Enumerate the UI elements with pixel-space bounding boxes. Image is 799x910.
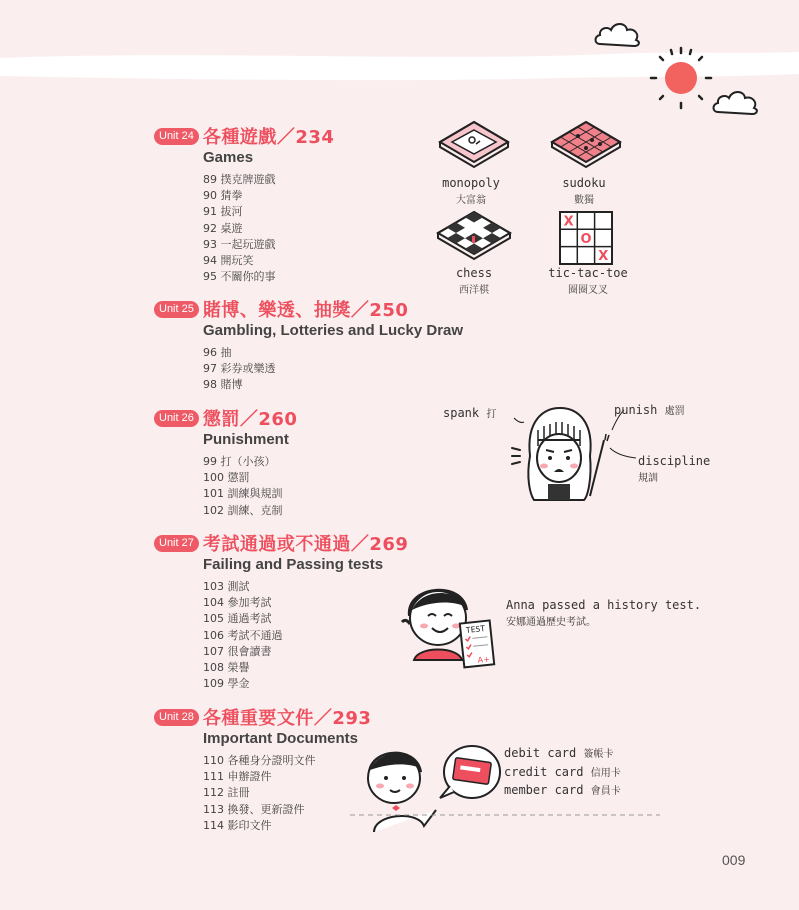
unit-item-list xyxy=(203,454,297,519)
unit-27 xyxy=(154,531,408,692)
chess-label: chess 西洋棋 xyxy=(455,266,493,296)
student-test-illustration xyxy=(398,574,500,674)
list-item: 92 桌遊 xyxy=(203,221,243,235)
list-item: 93 一起玩遊戲 xyxy=(203,237,276,251)
unit-title-zh: 懲罰／260 xyxy=(202,409,298,430)
test-paper-title: TEST xyxy=(465,623,486,635)
list-item: 96 抽 xyxy=(203,346,232,359)
list-item: 102 訓練、克制 xyxy=(203,503,283,517)
tic-tac-toe-mark: X xyxy=(598,249,609,265)
unit-badge: Unit 27 xyxy=(154,535,199,552)
tic-tac-toe-label: tic-tac-toe 圈圈叉叉 xyxy=(548,266,628,296)
list-item: 109 學金 xyxy=(203,677,250,691)
list-item: 89 撲克牌遊戲 xyxy=(203,173,276,186)
unit-title-en: Important Documents xyxy=(203,730,359,747)
list-item: 101 訓練與規訓 xyxy=(203,487,283,501)
list-item: 112 註冊 xyxy=(203,786,250,800)
unit-title-zh: 考試通過或不通過／269 xyxy=(202,534,409,555)
unit-badge: Unit 25 xyxy=(154,301,199,318)
cloud-icon xyxy=(710,86,762,118)
tic-tac-toe-mark: X xyxy=(563,214,574,230)
unit-26 xyxy=(154,406,297,519)
list-item: 94 開玩笑 xyxy=(203,254,254,268)
unit-badge: Unit 26 xyxy=(154,410,199,427)
unit-24 xyxy=(154,124,334,285)
list-item: credit card 信用卡 xyxy=(504,764,621,779)
list-item: 90 猜拳 xyxy=(203,189,243,203)
tic-tac-toe-mark: O xyxy=(580,231,592,247)
chess-board-icon xyxy=(434,208,514,266)
sun-icon xyxy=(645,42,717,114)
list-item: 98 賭博 xyxy=(203,378,243,392)
list-item: 111 申辦證件 xyxy=(203,770,272,784)
unit-title-zh: 賭博、樂透、抽獎／250 xyxy=(202,300,409,321)
list-item: 104 參加考試 xyxy=(203,596,272,610)
monopoly-label: monopoly 大富翁 xyxy=(442,176,500,206)
list-item: 95 不關你的事 xyxy=(203,270,276,284)
tic-tac-toe-icon xyxy=(558,210,614,266)
unit-title-en: Gambling, Lotteries and Lucky Draw xyxy=(203,322,464,339)
unit-title-en: Failing and Passing tests xyxy=(203,556,384,573)
list-item: 100 懲罰 xyxy=(203,471,250,485)
unit-badge: Unit 28 xyxy=(154,709,199,726)
unit-title-zh: 各種遊戲／234 xyxy=(202,127,335,148)
unit-25 xyxy=(154,297,463,394)
list-item: 106 考試不通過 xyxy=(203,628,283,642)
dashed-divider xyxy=(350,812,660,818)
punish-label: punish 處罰 xyxy=(614,403,685,417)
unit-item-list xyxy=(203,753,371,834)
list-item: 105 通過考試 xyxy=(203,612,272,626)
list-item: 114 影印文件 xyxy=(203,818,272,832)
list-item: 99 打（小孩） xyxy=(203,455,276,468)
unit-item-list xyxy=(203,579,408,692)
girl-with-card-illustration xyxy=(360,738,502,834)
discipline-label: discipline 規訓 xyxy=(638,454,711,484)
list-item: debit card 簽帳卡 xyxy=(504,746,614,760)
list-item: 110 各種身分證明文件 xyxy=(203,754,316,767)
unit-title-en: Games xyxy=(203,149,254,166)
unit-item-list xyxy=(203,172,334,285)
unit-title-en: Punishment xyxy=(203,431,289,448)
list-item: 107 很會讀書 xyxy=(203,644,272,658)
test-sentence: Anna passed a history test. 安娜通過歷史考試。 xyxy=(506,598,702,628)
unit-title-zh: 各種重要文件／293 xyxy=(202,708,372,729)
sudoku-label: sudoku 數獨 xyxy=(562,176,606,206)
spank-label: spank 打 xyxy=(443,406,497,420)
monopoly-board-icon xyxy=(436,118,512,174)
test-grade: A+ xyxy=(477,654,491,665)
list-item: 113 換發、更新證件 xyxy=(203,802,305,816)
unit-28 xyxy=(154,705,371,834)
list-item: 97 彩券或樂透 xyxy=(203,362,276,376)
list-item: 91 拔河 xyxy=(203,205,243,219)
cloud-icon xyxy=(592,18,644,50)
unit-item-list xyxy=(203,345,463,394)
list-item: member card 會員卡 xyxy=(504,783,621,797)
unit-badge: Unit 24 xyxy=(154,128,199,145)
sudoku-board-icon xyxy=(548,118,624,174)
list-item: 103 測試 xyxy=(203,580,250,593)
list-item: 108 榮譽 xyxy=(203,661,250,675)
card-list xyxy=(504,745,621,801)
page-number: 009 xyxy=(722,852,746,868)
